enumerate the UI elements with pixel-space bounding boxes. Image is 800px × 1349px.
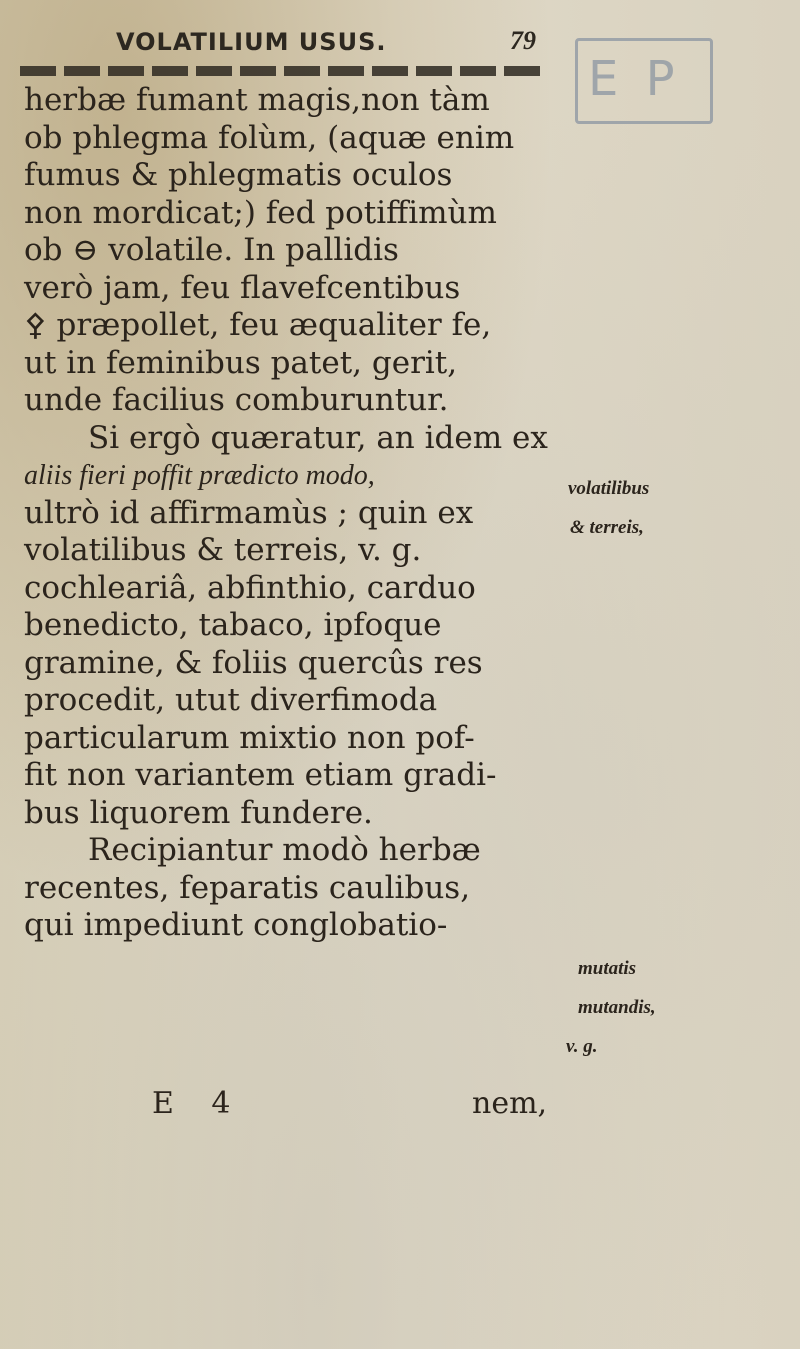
header-rule [20,66,546,76]
text-line: recentes, feparatis caulibus, [24,869,471,906]
library-stamp [575,38,713,124]
page-header [116,28,556,68]
text-line: ultrò id affirmamùs ; quin ex [24,494,474,531]
page-number: 79 [510,26,536,55]
text-line: ut in feminibus patet, gerit, [24,344,458,381]
italic-text-line: aliis fieri poffit prædicto modo, [24,460,375,491]
paragraph-start-line: Recipiantur modò herbæ [88,832,481,868]
text-line: fumus & phlegmatis oculos [24,157,453,193]
text-line: herbæ fumant magis,non tàm [24,82,490,118]
text-line: cochleariâ, abfinthio, carduo [24,569,476,606]
text-line: particularum mixtio non pof- [24,719,475,756]
text-line: qui impediunt conglobatio- [24,907,448,943]
text-line: non mordicat;) fed potiffimùm [24,194,497,231]
margin-note: mutandis, [578,997,656,1018]
running-title: VOLATILIUM USUS. [116,28,387,56]
text-line: ob ⊖ volatile. In pallidis [24,232,399,268]
text-line: volatilibus & terreis, v. g. [24,532,422,568]
main-text [24,82,564,945]
signature-mark: E 4 [152,1086,245,1121]
text-line: gramine, & foliis quercûs res [24,644,483,681]
stamp-text: E P [588,51,681,107]
margin-note: & terreis, [570,517,644,538]
text-line: unde facilius comburuntur. [24,382,449,418]
text-line: ⚴ præpollet, feu æqualiter fe, [24,307,492,343]
text-line: ob phlegma folùm, (aquæ enim [24,119,515,156]
text-line: fit non variantem etiam gradi- [24,757,497,793]
text-line: verò jam, feu flavefcentibus [24,269,461,306]
catchword: nem, [472,1086,548,1121]
margin-note: mutatis [578,958,637,979]
text-line: procedit, utut diverfimoda [24,682,438,718]
text-line: benedicto, tabaco, ipfoque [24,607,442,643]
margin-note: v. g. [566,1036,598,1057]
paragraph-start-line: Si ergò quæratur, an idem ex [88,419,548,456]
margin-note: volatilibus [568,478,650,499]
text-line: bus liquorem fundere. [24,794,373,831]
